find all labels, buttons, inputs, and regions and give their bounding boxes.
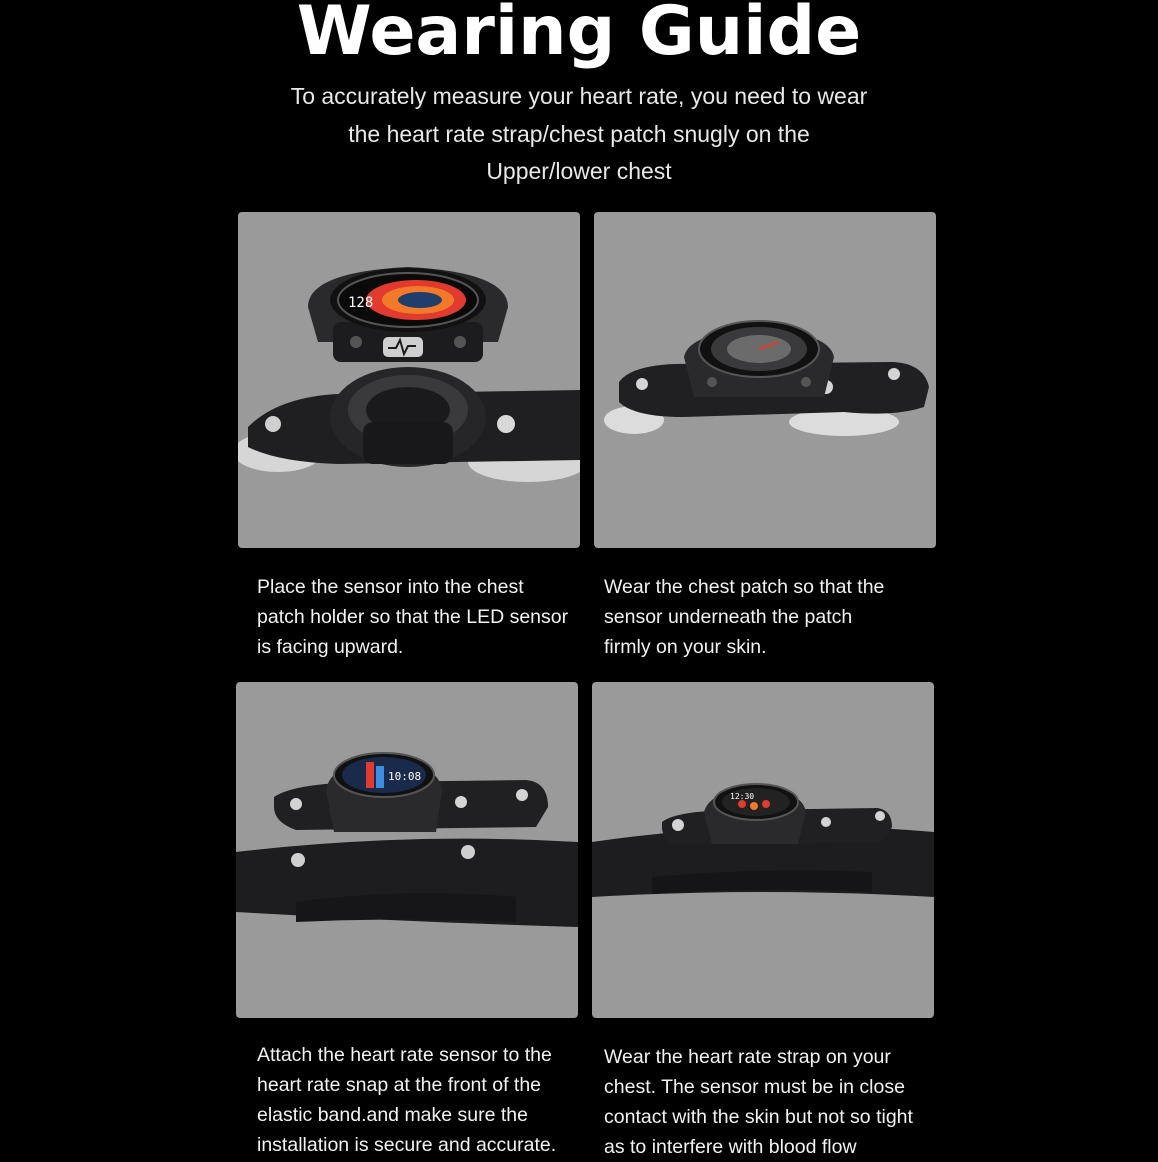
step-4-image <box>592 682 934 1018</box>
page-title: Wearing Guide <box>296 0 862 71</box>
caption-line: as to interfere with blood flow <box>604 1136 857 1158</box>
patch-worn-illustration <box>594 212 936 548</box>
subtitle-line: To accurately measure your heart rate, you need to wear <box>290 83 868 109</box>
watch-readout: 128 <box>348 295 374 311</box>
caption-line: contact with the skin but not so tight <box>604 1106 913 1128</box>
caption-line: is facing upward. <box>257 636 404 658</box>
snap-attach-illustration <box>236 682 578 1018</box>
step-2-image <box>594 212 936 548</box>
caption-line: patch holder so that the LED sensor <box>257 606 569 628</box>
watch-readout: 10:08 <box>388 770 422 783</box>
caption-line: Wear the heart rate strap on your <box>604 1046 891 1068</box>
subtitle-line: the heart rate strap/chest patch snugly on the <box>348 120 810 147</box>
subtitle-line: Upper/lower chest <box>486 158 672 184</box>
step-2-caption <box>604 572 884 662</box>
caption-line: Place the sensor into the chest <box>257 576 524 598</box>
step-1-caption <box>257 572 568 662</box>
caption-line: sensor underneath the patch <box>604 606 853 628</box>
step-3-image <box>236 682 578 1018</box>
caption-line: Wear the chest patch so that the <box>604 576 885 598</box>
sensor-exploded-illustration <box>238 212 580 548</box>
page-subtitle <box>229 78 929 191</box>
caption-line: chest. The sensor must be in close <box>604 1076 905 1098</box>
caption-line: heart rate snap at the front of the <box>257 1074 542 1096</box>
caption-line: installation is secure and accurate. <box>257 1134 557 1156</box>
step-4-caption <box>604 1042 913 1162</box>
caption-line: firmly on your skin. <box>604 636 767 658</box>
caption-line: elastic band.and make sure the <box>257 1104 529 1126</box>
strap-worn-illustration <box>592 682 934 1018</box>
step-3-caption <box>257 1040 556 1160</box>
watch-readout: 12:30 <box>730 792 755 801</box>
caption-line: Attach the heart rate sensor to the <box>257 1044 552 1066</box>
step-1-image <box>238 212 580 548</box>
